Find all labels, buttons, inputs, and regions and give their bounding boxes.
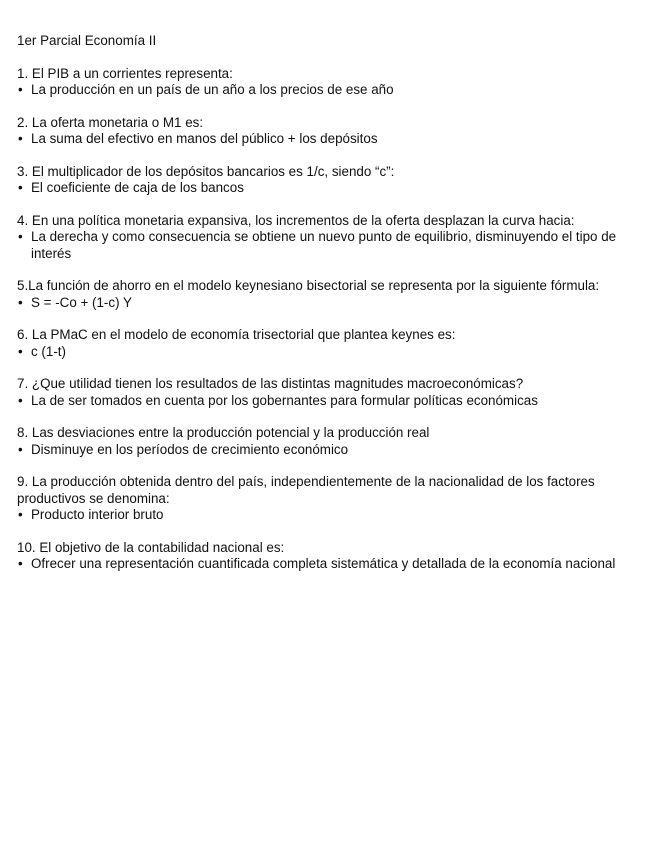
question-block-3 — [17, 164, 622, 197]
question-text: 3. El multiplicador de los depósitos bancarios es 1/c, siendo “c”: — [17, 163, 395, 179]
question-block-8 — [17, 425, 622, 458]
bullet-icon: • — [18, 229, 23, 244]
answer-text: Disminuye en los períodos de crecimiento económico — [31, 441, 349, 457]
question-block-4 — [17, 213, 622, 263]
answer-text: La de ser tomados en cuenta por los gobernantes para formular políticas económicas — [31, 392, 538, 408]
answer-item — [17, 229, 622, 262]
bullet-icon: • — [18, 131, 23, 146]
document-title: 1er Parcial Economía II — [17, 33, 157, 48]
answer-item — [17, 393, 622, 410]
answer-text: c (1-t) — [31, 343, 66, 359]
question-text: 8. Las desviaciones entre la producción potencial y la producción real — [17, 425, 430, 440]
answer-item — [17, 82, 622, 99]
question-block-6 — [17, 327, 622, 360]
answer-item — [17, 507, 622, 524]
question-block-1 — [17, 66, 622, 99]
bullet-icon: • — [18, 441, 23, 457]
answer-text: El coeficiente de caja de los bancos — [31, 180, 244, 195]
bullet-icon: • — [18, 392, 23, 408]
question-block-5 — [17, 278, 622, 311]
answer-item — [17, 180, 622, 197]
answer-text: S = -Co + (1-c) Y — [31, 294, 132, 310]
question-block-9 — [17, 474, 622, 524]
bullet-icon: • — [18, 82, 23, 97]
question-block-10 — [17, 540, 622, 573]
question-text: 4. En una política monetaria expansiva, los incrementos de la oferta desplazan la curva hacia: — [17, 212, 575, 228]
question-text: 9. La producción obtenida dentro del país, independientemente de la nacionalidad de los factores productivos se denomina: — [17, 474, 595, 506]
document-page — [17, 33, 622, 589]
answer-item — [17, 295, 622, 312]
question-text: 7. ¿Que utilidad tienen los resultados de las distintas magnitudes macroeconómicas? — [17, 376, 524, 391]
bullet-icon: • — [18, 180, 23, 195]
answer-item — [17, 442, 622, 459]
bullet-icon: • — [18, 294, 23, 310]
answer-item — [17, 344, 622, 361]
answer-text: Ofrecer una representación cuantificada completa sistemática y detallada de la economía nacional — [31, 556, 616, 571]
question-block-7 — [17, 376, 622, 409]
bullet-icon: • — [18, 343, 23, 359]
question-text: 2. La oferta monetaria o M1 es: — [17, 114, 204, 130]
answer-text: La derecha y como consecuencia se obtiene un nuevo punto de equilibrio, disminuyendo el tipo de interés — [31, 229, 617, 261]
bullet-icon: • — [18, 556, 23, 571]
answer-text: Producto interior bruto — [31, 507, 164, 522]
question-text: 10. El objetivo de la contabilidad nacional es: — [17, 539, 285, 555]
answer-item — [17, 131, 622, 148]
answer-text: La suma del efectivo en manos del público + los depósitos — [31, 131, 378, 146]
question-text: 1. El PIB a un corrientes representa: — [17, 65, 233, 81]
answer-item — [17, 556, 622, 573]
question-text: 6. La PMaC en el modelo de economía trisectorial que plantea keynes es: — [17, 327, 456, 342]
bullet-icon: • — [18, 507, 23, 522]
question-block-2 — [17, 115, 622, 148]
question-text: 5.La función de ahorro en el modelo keynesiano bisectorial se representa por la siguiente fórmula: — [17, 278, 600, 293]
answer-text: La producción en un país de un año a los precios de ese año — [31, 82, 394, 97]
